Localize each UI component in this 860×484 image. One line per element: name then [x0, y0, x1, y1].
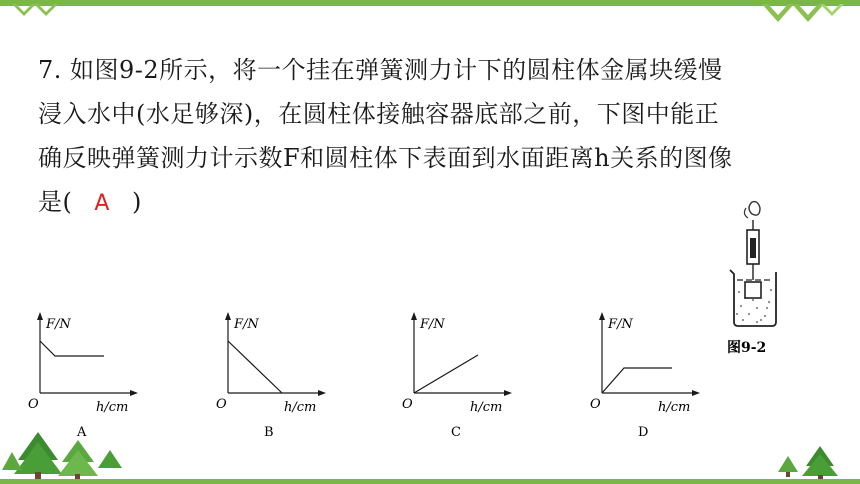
graph-a-curve — [40, 341, 104, 356]
graph-c-curve — [414, 355, 478, 393]
graph-b-origin: O — [216, 397, 227, 412]
graph-b-option-label: B — [264, 425, 274, 440]
graph-a-x-label: h/cm — [96, 400, 129, 415]
graph-c-y-label: F/N — [420, 317, 445, 332]
graph-c-x-label: h/cm — [470, 400, 503, 415]
graph-b-curve — [228, 341, 282, 393]
question-line-4 — [38, 180, 818, 226]
hand-icon — [749, 202, 760, 216]
graph-d — [584, 308, 704, 448]
bottom-right-trees-decor — [772, 440, 860, 484]
question-line-1: 7. 如图9-2所示，将一个挂在弹簧测力计下的圆柱体金属块缓慢 — [38, 56, 723, 84]
graph-c — [396, 308, 516, 448]
question-text — [38, 48, 818, 226]
bottom-left-trees-decor — [0, 424, 140, 484]
bottom-decor-bar — [0, 479, 860, 484]
graph-a-option-label: A — [77, 425, 87, 440]
question-line-2: 浸入水中(水足够深)，在圆柱体接触容器底部之前，下图中能正 — [38, 100, 720, 128]
graph-b-x-label: h/cm — [284, 400, 317, 415]
graph-d-curve — [602, 368, 672, 393]
question-line-4-suffix: ) — [131, 188, 142, 216]
graph-d-option-label: D — [638, 425, 649, 440]
graph-c-origin: O — [402, 397, 413, 412]
graph-a-y-label: F/N — [46, 317, 71, 332]
top-left-chevron-decor — [10, 0, 70, 22]
figure-spring-scale-beaker — [712, 196, 812, 361]
question-line-4-prefix: 是( — [38, 188, 73, 216]
graph-d-y-label: F/N — [608, 317, 633, 332]
graph-a-origin: O — [28, 397, 39, 412]
metal-cylinder — [745, 282, 761, 298]
graph-c-option-label: C — [451, 425, 461, 440]
graph-d-origin: O — [590, 397, 601, 412]
top-right-chevron-decor — [758, 0, 848, 26]
graph-d-x-label: h/cm — [658, 400, 691, 415]
answer-text: A — [94, 191, 110, 216]
figure-caption: 图9-2 — [727, 340, 767, 356]
top-decor-bar — [0, 0, 860, 6]
graph-b-y-label: F/N — [234, 317, 259, 332]
graph-b — [210, 308, 330, 448]
question-line-3: 确反映弹簧测力计示数F和圆柱体下表面到水面距离h关系的图像 — [38, 144, 733, 172]
